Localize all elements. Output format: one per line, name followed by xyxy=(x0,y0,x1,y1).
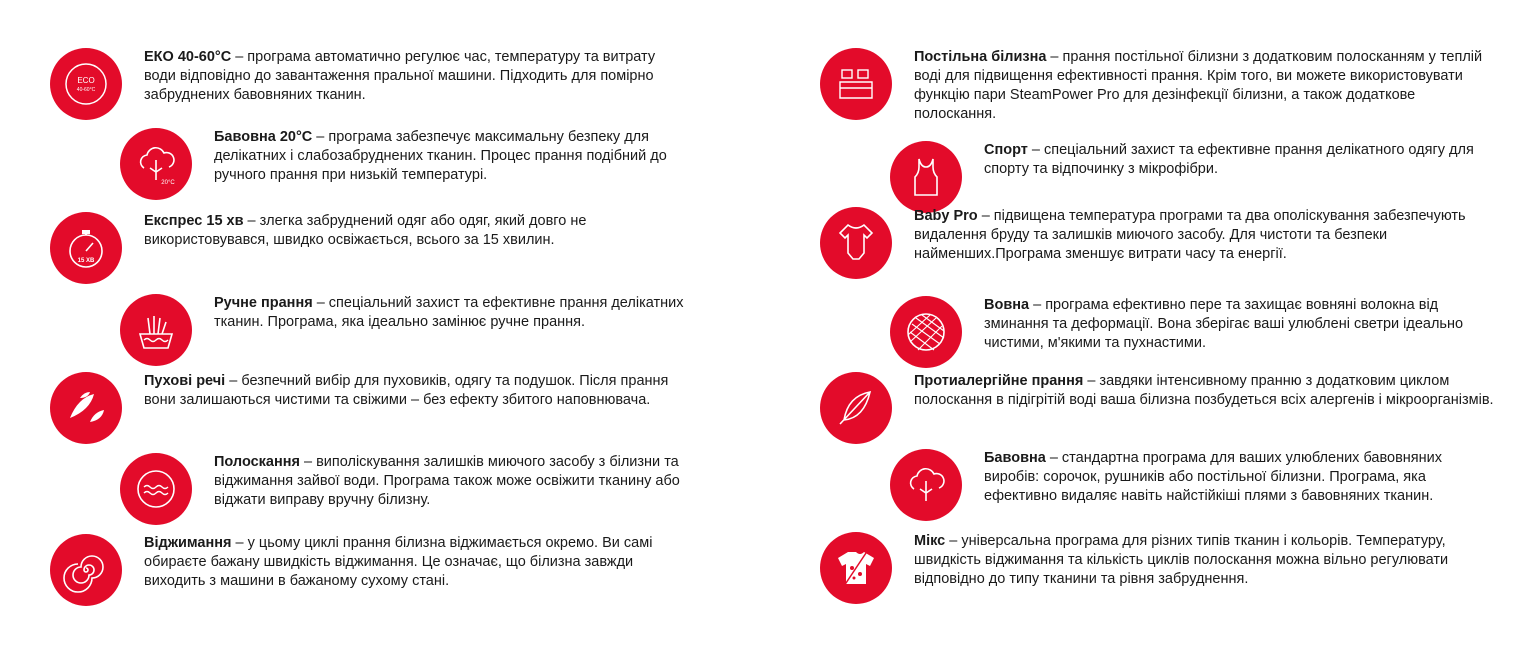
wool-ball-icon xyxy=(890,296,962,368)
program-title: Вовна xyxy=(984,297,1030,313)
program-item-hand-wash xyxy=(120,294,720,366)
program-desc: – прання постільної білизни з додатковим полосканням у теплій воді для підвищення ефективності прання. Крім того, ви можете використовувати функцію пари SteamPower Pro для дезінфекції білизни, а також додаткове полоскання. xyxy=(914,49,1483,122)
program-title: Постільна білизна xyxy=(914,49,1047,65)
program-desc: – спеціальний захист та ефективне прання делікатного одягу для спорту та відпочинку з мікрофібри. xyxy=(984,142,1474,177)
rinse-icon xyxy=(120,453,192,525)
cotton-icon xyxy=(890,449,962,521)
program-text xyxy=(984,449,1494,506)
program-desc: – виполіскування залишків миючого засобу з білизни та віджимання зайвої води. Програма також може освіжити тканину або віджати виправу вручну білизну. xyxy=(214,454,680,508)
program-title: Бавовна 20°C xyxy=(214,129,313,145)
program-title: Пухові речі xyxy=(144,373,226,389)
bedding-icon xyxy=(820,48,892,120)
svg-text:40-60°C: 40-60°C xyxy=(76,87,96,93)
program-text xyxy=(914,532,1474,589)
program-text xyxy=(144,372,684,410)
program-desc: – у цьому циклі прання білизна віджимається окремо. Ви самі обираєте бажану швидкість віджимання. Це означає, що білизна завжди виходить з машини в бажаному сухому стані. xyxy=(144,535,653,589)
program-item-cotton xyxy=(890,449,1510,521)
program-text xyxy=(144,48,684,105)
svg-text:ECO: ECO xyxy=(77,76,95,85)
program-desc: – стандартна програма для ваших улюблених бавовняних виробів: сорочок, рушників або постільної білизни. Програма, яка ефективно видаляє навіть найстійкіші плями з бавовняних тканин. xyxy=(984,450,1443,504)
svg-text:20°C: 20°C xyxy=(161,180,175,186)
program-desc: – програма забезпечує максимальну безпеку для делікатних і слабозабруднених тканин. Процес прання подібний до ручного прання при низькій температурі. xyxy=(214,129,667,183)
program-item-sport xyxy=(890,141,1510,213)
program-title: Спорт xyxy=(984,142,1028,158)
hand-wash-icon xyxy=(120,294,192,366)
baby-bodysuit-icon xyxy=(820,207,892,279)
program-title: Baby Pro xyxy=(914,208,978,224)
program-item-bedding xyxy=(820,48,1500,124)
program-text xyxy=(214,128,704,185)
cotton-20-icon xyxy=(120,128,192,200)
program-title: Мікс xyxy=(914,533,946,549)
stopwatch-icon xyxy=(50,212,122,284)
program-desc: – спеціальний захист та ефективне прання делікатних тканин. Програма, яка ідеально замінює ручне прання. xyxy=(214,295,684,330)
program-text xyxy=(214,453,704,510)
program-desc: – універсальна програма для різних типів тканин і кольорів. Температуру, швидкість віджимання та кількість циклів полоскання можна вільно регулювати відповідно до типу тканини та рівня забруднення. xyxy=(914,533,1449,587)
program-item-eco xyxy=(50,48,690,120)
program-desc: – програма автоматично регулює час, температуру та витрату води відповідно до завантаження пральної машини. Підходить для помірно забруднених бавовняних тканин. xyxy=(144,49,656,103)
program-text xyxy=(214,294,684,332)
program-desc: – безпечний вибір для пуховиків, одягу та подушок. Після прання вони залишаються чистими та свіжими – без ефекту збитого наповнювача. xyxy=(144,373,669,408)
program-desc: – завдяки інтенсивному пранню з додатковим циклом полоскання в підігрітій воді ваша білизна позбудеться всіх алергенів і мікроорганізмів. xyxy=(914,373,1494,408)
program-title: Ручне прання xyxy=(214,295,313,311)
feathers-icon xyxy=(50,372,122,444)
program-title: Експрес 15 хв xyxy=(144,213,244,229)
program-title: Протиалергійне прання xyxy=(914,373,1084,389)
program-text xyxy=(144,212,664,250)
program-desc: – підвищена температура програми та два ополіскування забезпечують видалення бруду та залишків миючого засобу. Для чистоти та безпеки найменших.Програма зменшує витрати часу та енергії. xyxy=(914,208,1466,262)
program-title: Віджимання xyxy=(144,535,232,551)
eco-icon xyxy=(50,48,122,120)
program-text xyxy=(914,372,1494,410)
program-text xyxy=(984,296,1484,353)
program-item-anti-allergy xyxy=(820,372,1510,444)
feather-icon xyxy=(820,372,892,444)
program-text xyxy=(984,141,1489,179)
program-text xyxy=(144,534,684,591)
program-item-rinse xyxy=(120,453,720,525)
sport-top-icon xyxy=(890,141,962,213)
program-desc: – програма ефективно пере та захищає вовняні волокна від зминання та деформації. Вона зберігає ваші улюблені светри ідеально чистими, м'якими та пухнастими. xyxy=(984,297,1464,351)
program-item-down xyxy=(50,372,710,444)
program-item-cotton-20 xyxy=(120,128,720,200)
program-title: Полоскання xyxy=(214,454,300,470)
program-item-mix xyxy=(820,532,1500,604)
program-title: Бавовна xyxy=(984,450,1046,466)
program-text xyxy=(914,48,1484,124)
program-item-spin xyxy=(50,534,710,606)
program-desc: – злегка забруднений одяг або одяг, який довго не використовувався, швидко освіжається, всього за 15 хвилин. xyxy=(144,213,587,248)
svg-text:15 ХВ: 15 ХВ xyxy=(77,258,95,264)
spin-icon xyxy=(50,534,122,606)
program-item-wool xyxy=(890,296,1510,368)
program-item-express xyxy=(50,212,690,284)
program-text xyxy=(914,207,1474,264)
program-item-baby-pro xyxy=(820,207,1500,279)
program-title: ЕКО 40-60°C xyxy=(144,49,232,65)
mix-shirt-icon xyxy=(820,532,892,604)
